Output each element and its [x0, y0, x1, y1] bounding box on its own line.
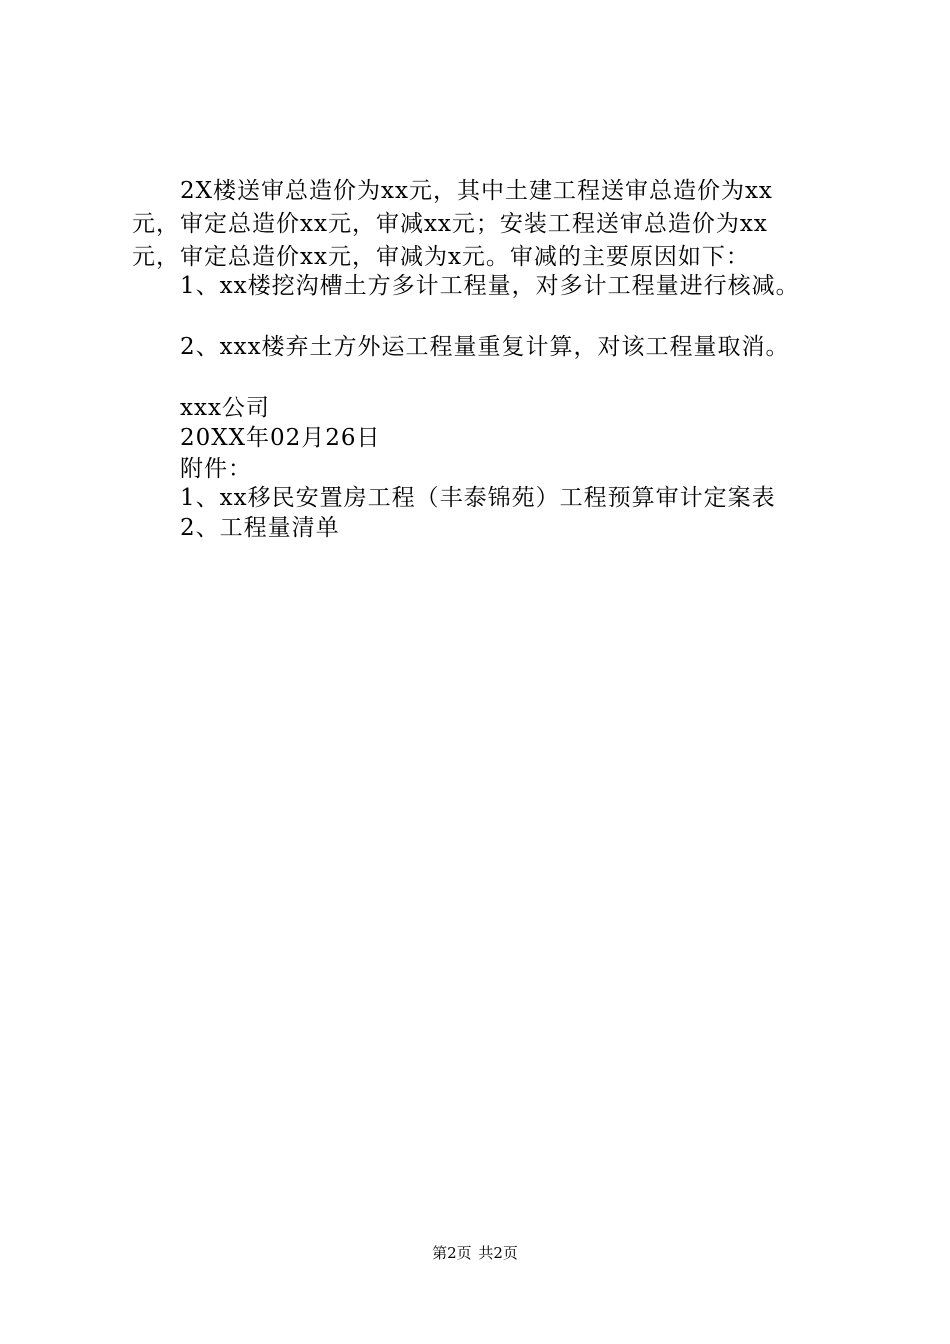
- paragraph-line-2: 元，审定总造价xx元，审减xx元；安装工程送审总造价为xx: [132, 211, 768, 237]
- signature-date: 20XX年02月26日: [180, 425, 381, 451]
- attachment-item-2: 2、工程量清单: [180, 515, 340, 541]
- paragraph-line-3: 元，审定总造价xx元，审减为x元。审减的主要原因如下：: [132, 244, 750, 270]
- reason-item-2: 2、xxx楼弃土方外运工程量重复计算，对该工程量取消。: [180, 334, 790, 360]
- page-total: 共2页: [478, 1244, 518, 1262]
- reason-item-1: 1、xx楼挖沟槽土方多计工程量，对多计工程量进行核减。: [180, 273, 800, 299]
- page-footer: [0, 1241, 950, 1265]
- page-number: 第2页: [432, 1244, 472, 1262]
- paragraph-line-1: 2X楼送审总造价为xx元，其中土建工程送审总造价为xx: [180, 178, 773, 204]
- attachment-item-1: 1、xx移民安置房工程（丰泰锦苑）工程预算审计定案表: [180, 485, 776, 511]
- company-name: xxx公司: [180, 395, 270, 421]
- attachments-heading: 附件：: [180, 456, 252, 482]
